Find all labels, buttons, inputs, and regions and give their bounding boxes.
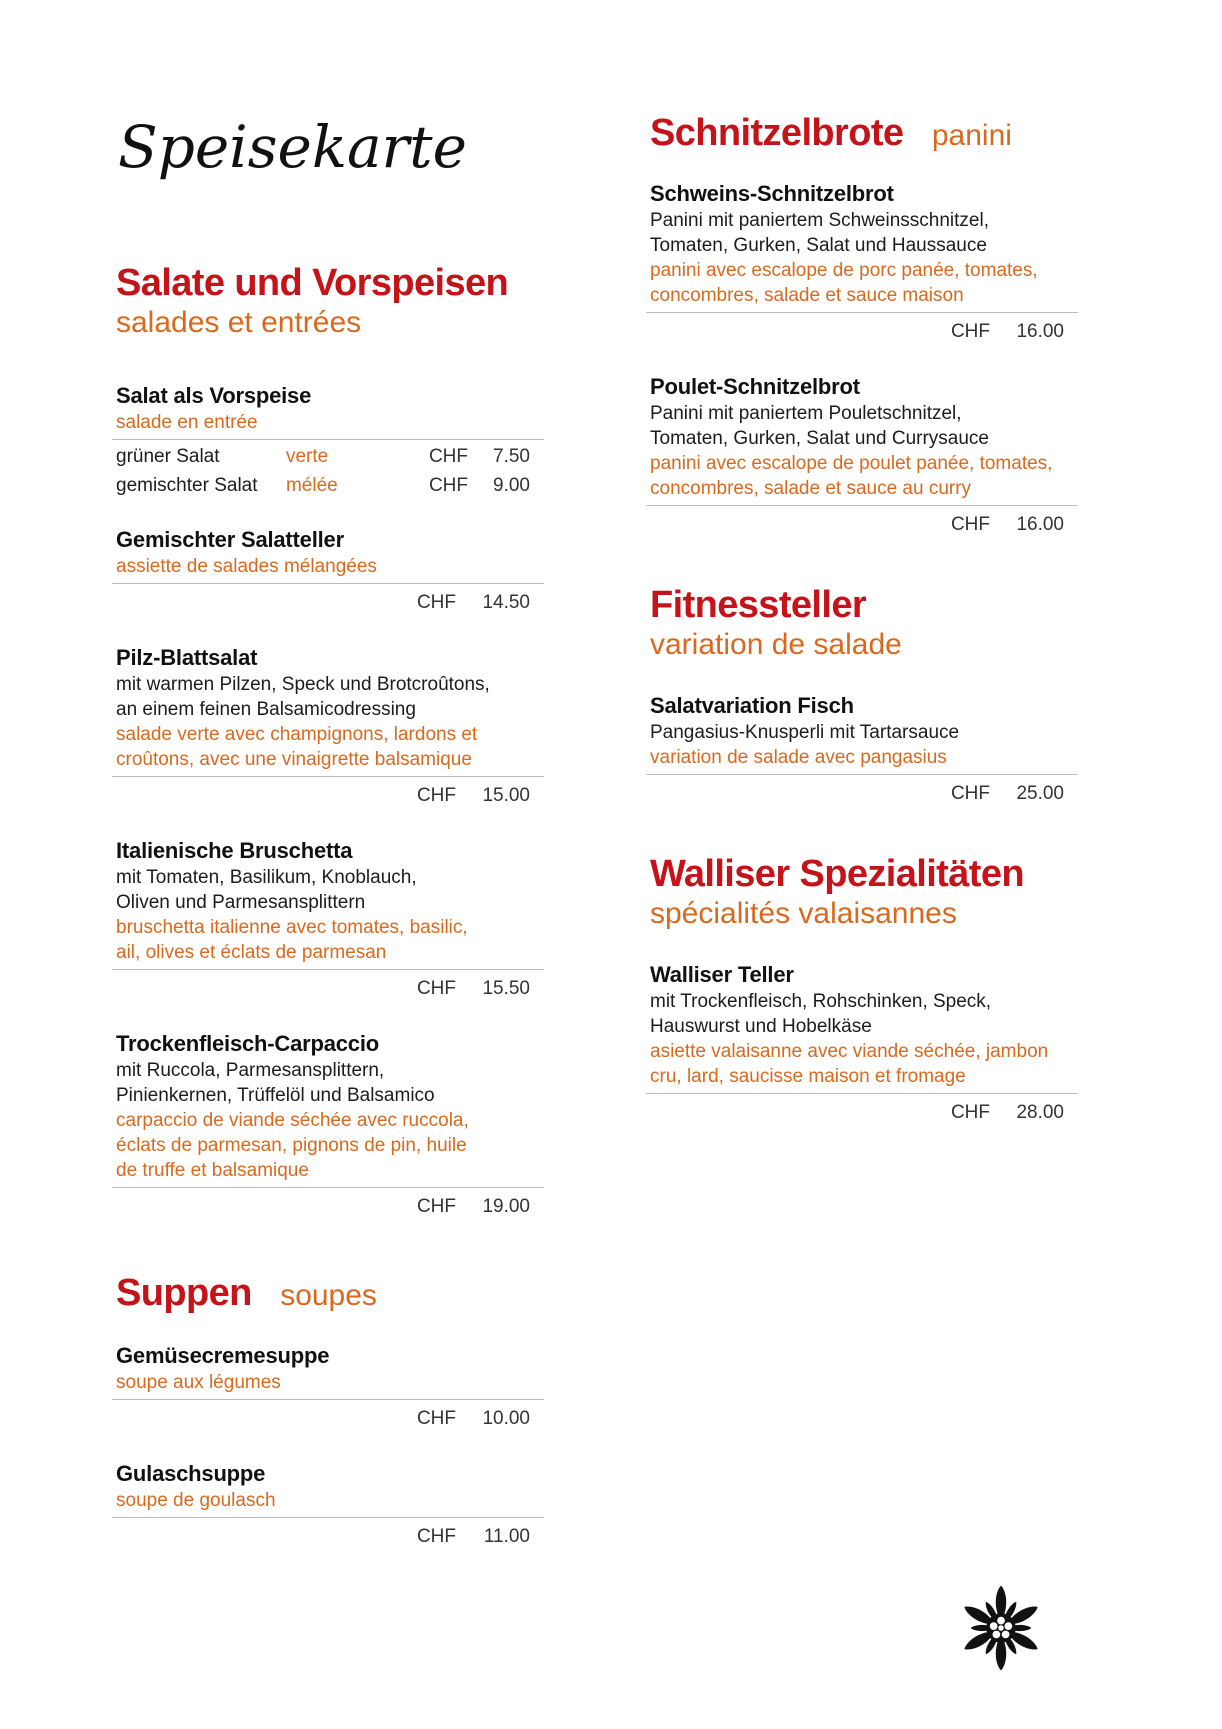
item-name: Gemüsecremesuppe xyxy=(116,1343,330,1368)
section-title: Salate und Vorspeisen xyxy=(116,262,509,304)
item-description-fr: salade verte avec champignons, lardons et xyxy=(116,724,478,745)
item-name: Salatvariation Fisch xyxy=(650,693,854,718)
item-description-de: mit Trockenfleisch, Rohschinken, Speck, xyxy=(650,991,992,1012)
menu-item xyxy=(650,180,1074,343)
divider xyxy=(112,1517,544,1518)
currency: CHF xyxy=(416,1196,456,1217)
item-name: Walliser Teller xyxy=(650,962,794,987)
currency: CHF xyxy=(950,321,990,342)
currency: CHF xyxy=(950,514,990,535)
item-description-fr: concombres, salade et sauce maison xyxy=(650,285,964,306)
item-description-de: Oliven und Parmesansplittern xyxy=(116,892,366,913)
section-heading xyxy=(650,114,1074,152)
divider xyxy=(646,505,1078,506)
price-row xyxy=(116,1408,540,1430)
menu-item xyxy=(116,1342,540,1430)
item-description-de: an einem feinen Balsamicodressing xyxy=(116,699,416,720)
item-description-fr: croûtons, avec une vinaigrette balsamique xyxy=(116,749,472,770)
section-salate xyxy=(116,264,540,1218)
divider xyxy=(112,1187,544,1188)
divider xyxy=(646,312,1078,313)
divider xyxy=(112,969,544,970)
divider xyxy=(646,1093,1078,1094)
price: 28.00 xyxy=(1016,1102,1064,1123)
currency: CHF xyxy=(428,446,468,467)
item-description-fr: de truffe et balsamique xyxy=(116,1160,309,1181)
item-description-fr: éclats de parmesan, pignons de pin, huile xyxy=(116,1135,467,1156)
currency: CHF xyxy=(416,978,456,999)
price: 25.00 xyxy=(1016,783,1064,804)
item-description-fr: cru, lard, saucisse maison et fromage xyxy=(650,1066,966,1087)
item-name: Trockenfleisch-Carpaccio xyxy=(116,1031,379,1056)
item-description-de: Panini mit paniertem Schweinsschnitzel, xyxy=(650,210,989,231)
price-row xyxy=(650,514,1074,536)
section-suppen xyxy=(116,1274,540,1548)
currency: CHF xyxy=(950,783,990,804)
section-heading xyxy=(116,264,540,338)
option-label-fr: mélée xyxy=(285,475,338,496)
section-title: Fitnessteller xyxy=(650,584,867,626)
section-subtitle: salades et entrées xyxy=(116,306,362,339)
item-description-fr: ail, olives et éclats de parmesan xyxy=(116,942,387,963)
item-description-de: mit Ruccola, Parmesansplittern, xyxy=(116,1060,385,1081)
right-column xyxy=(650,110,1074,1124)
price: 10.00 xyxy=(482,1408,530,1429)
price-row xyxy=(116,978,540,1000)
item-name: Schweins-Schnitzelbrot xyxy=(650,181,894,206)
price: 16.00 xyxy=(1016,321,1064,342)
section-heading xyxy=(116,1274,540,1312)
item-description-de: Tomaten, Gurken, Salat und Currysauce xyxy=(650,428,990,449)
section-subtitle: panini xyxy=(931,119,1012,152)
item-description-fr: concombres, salade et sauce au curry xyxy=(650,478,972,499)
currency: CHF xyxy=(950,1102,990,1123)
section-subtitle: soupes xyxy=(280,1279,377,1312)
menu-item xyxy=(116,644,540,807)
item-description-fr: panini avec escalope de porc panée, tomates, xyxy=(650,260,1038,281)
option-label-de: gemischter Salat xyxy=(116,475,258,496)
section-subtitle: spécialités valaisannes xyxy=(650,897,957,930)
currency: CHF xyxy=(428,475,468,496)
item-name: Gemischter Salatteller xyxy=(116,527,344,552)
price-row xyxy=(116,1526,540,1548)
menu-item xyxy=(650,692,1074,805)
item-description-fr: bruschetta italienne avec tomates, basilic, xyxy=(116,917,468,938)
item-description-fr: variation de salade avec pangasius xyxy=(650,747,947,768)
section-subtitle: variation de salade xyxy=(650,628,902,661)
menu-item xyxy=(650,373,1074,536)
price: 16.00 xyxy=(1016,514,1064,535)
price: 15.00 xyxy=(482,785,530,806)
price-row xyxy=(116,785,540,807)
item-description-de: Hauswurst und Hobelkäse xyxy=(650,1016,872,1037)
section-walliser xyxy=(650,855,1074,1124)
menu-item xyxy=(116,837,540,1000)
left-column xyxy=(116,110,540,1548)
item-description-de: Pangasius-Knusperli mit Tartarsauce xyxy=(650,722,960,743)
section-heading xyxy=(650,586,1074,660)
item-description-de: Pinienkernen, Trüffelöl und Balsamico xyxy=(116,1085,435,1106)
currency: CHF xyxy=(416,1408,456,1429)
item-description-fr: soupe aux légumes xyxy=(116,1372,281,1393)
price-row xyxy=(116,1196,540,1218)
item-description-de: Panini mit paniertem Pouletschnitzel, xyxy=(650,403,962,424)
section-fitnessteller xyxy=(650,586,1074,805)
price: 19.00 xyxy=(482,1196,530,1217)
price: 14.50 xyxy=(482,592,530,613)
divider xyxy=(112,439,544,440)
option-label-de: grüner Salat xyxy=(116,446,220,467)
price-row xyxy=(650,1102,1074,1124)
currency: CHF xyxy=(416,1526,456,1547)
price: 15.50 xyxy=(482,978,530,999)
price-row xyxy=(650,783,1074,805)
menu-item xyxy=(116,382,540,500)
price: 7.50 xyxy=(493,446,530,467)
item-name: Gulaschsuppe xyxy=(116,1461,266,1486)
item-description-fr: assiette de salades mélangées xyxy=(116,556,377,577)
section-title: Suppen xyxy=(116,1272,252,1314)
menu-item xyxy=(650,961,1074,1124)
menu-item xyxy=(116,1460,540,1548)
item-name: Italienische Bruschetta xyxy=(116,838,353,863)
price-row xyxy=(650,321,1074,343)
price: 9.00 xyxy=(493,475,530,496)
item-description-de: Tomaten, Gurken, Salat und Haussauce xyxy=(650,235,987,256)
currency: CHF xyxy=(416,592,456,613)
menu-item xyxy=(116,526,540,614)
item-description-fr: asiette valaisanne avec viande séchée, jambon xyxy=(650,1041,1049,1062)
item-description-fr: soupe de goulasch xyxy=(116,1490,276,1511)
price: 11.00 xyxy=(483,1526,530,1547)
item-description-de: mit warmen Pilzen, Speck und Brotcroûtons, xyxy=(116,674,490,695)
item-description-fr: salade en entrée xyxy=(116,412,258,433)
divider xyxy=(112,776,544,777)
item-option xyxy=(116,442,540,471)
divider xyxy=(646,774,1078,775)
divider xyxy=(112,1399,544,1400)
section-title: Schnitzelbrote xyxy=(650,112,904,154)
section-heading xyxy=(650,855,1074,929)
page-title: Speisekarte xyxy=(118,113,467,181)
price-row xyxy=(116,592,540,614)
currency: CHF xyxy=(416,785,456,806)
item-description-fr: panini avec escalope de poulet panée, tomates, xyxy=(650,453,1053,474)
section-title: Walliser Spezialitäten xyxy=(650,853,1024,895)
option-label-fr: verte xyxy=(285,446,329,467)
edelweiss-icon xyxy=(955,1582,1047,1674)
item-description-de: mit Tomaten, Basilikum, Knoblauch, xyxy=(116,867,417,888)
item-name: Pilz-Blattsalat xyxy=(116,645,258,670)
item-option xyxy=(116,471,540,500)
menu-item xyxy=(116,1030,540,1218)
item-name: Poulet-Schnitzelbrot xyxy=(650,374,860,399)
divider xyxy=(112,583,544,584)
section-schnitzelbrote xyxy=(650,114,1074,536)
item-description-fr: carpaccio de viande séchée avec ruccola, xyxy=(116,1110,469,1131)
item-name: Salat als Vorspeise xyxy=(116,383,312,408)
